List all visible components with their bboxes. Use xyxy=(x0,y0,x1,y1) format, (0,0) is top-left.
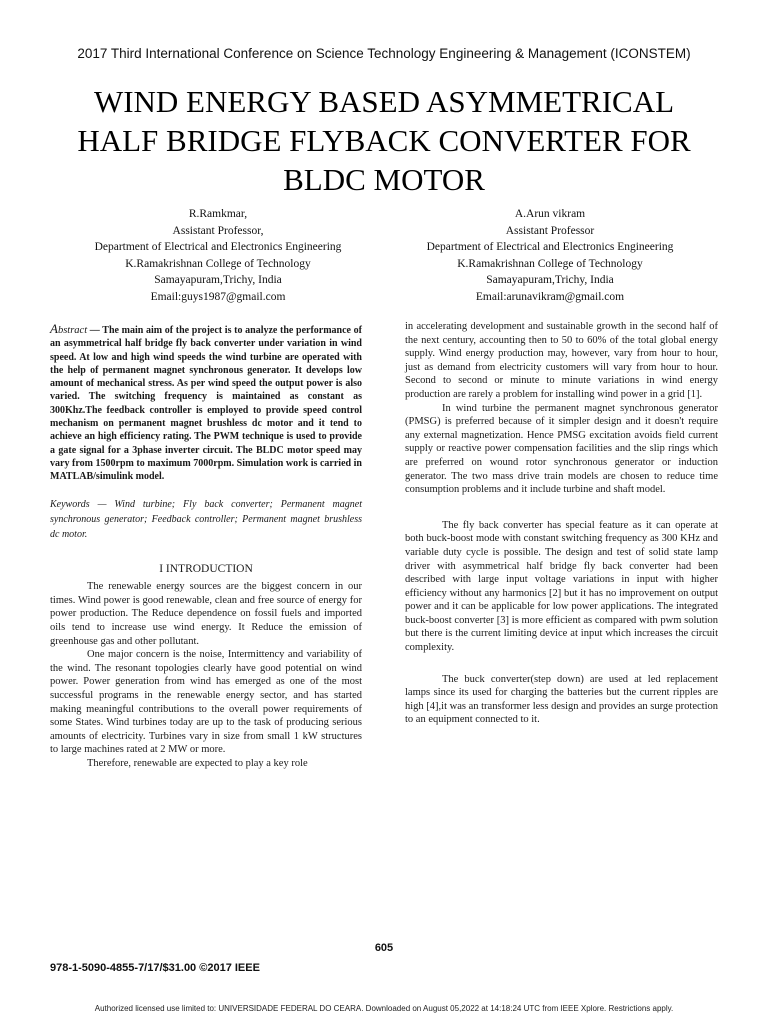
author-block-1 xyxy=(48,206,388,305)
author-department: Department of Electrical and Electronics Engineering xyxy=(426,241,674,253)
page-number: 605 xyxy=(374,942,394,954)
author-department: Department of Electrical and Electronics Engineering xyxy=(94,241,342,253)
author-college: K.Ramakrishnan College of Technology xyxy=(457,257,643,270)
author-name: A.Arun vikram xyxy=(514,208,586,220)
body-paragraph: The renewable energy sources are the biggest concern in our times. Wind power is good renewable, clean and free source of energy for power production. The Reduce dependence on fossil fuels and imported oils tend to increase use wind energy. It Reduce the emission of greenhouse gas and other pollutant. xyxy=(50,581,362,647)
body-paragraph: Therefore, renewable are expected to play a key role xyxy=(87,757,308,769)
author-college: K.Ramakrishnan College of Technology xyxy=(125,257,311,270)
section-heading: I INTRODUCTION xyxy=(159,562,253,575)
author-location: Samayapuram,Trichy, India xyxy=(486,274,614,286)
abstract-label: Abstract xyxy=(50,321,88,336)
license-notice: Authorized licensed use limited to: UNIVERSIDADE FEDERAL DO CEARA. Downloaded on August 05,2022 at 14:18:24 UTC from IEEE Xplore. Restrictions apply. xyxy=(94,1004,674,1013)
conference-header: 2017 Third International Conference on Science Technology Engineering & Management (ICONSTEM) xyxy=(77,46,691,61)
author-location: Samayapuram,Trichy, India xyxy=(154,274,282,286)
abstract: Abstract — The main aim of the project is to analyze the performance of an asymmetrical half bridge fly back converter under variation in wind speed. At low and high wind speeds the wind turbine are operated with the help of permanent magnet synchronous generator. It develops low amount of mechanical stress. As per wind speed the output power is also varied. The switching frequency is maintained as constant as 300Khz.The feedback controller is employed to provide speed control mechanism on permanent magnet brushless dc motor and it tend to achieve an high efficiency rating. The PWM technique is used to provide a gate signal for a 3phase inverter circuit. The BLDC motor speed may vary from 1500rpm to maximum 7000rpm. Simulation work is carried in MATLAB/simulink model. xyxy=(50,321,362,483)
body-paragraph: The buck converter(step down) are used at led replacement lamps since its used for charging the batteries but the current ripples are high [4],it was an transformer less design and provides an surge protection to an equipment connected to it. xyxy=(405,673,718,726)
body-paragraph: In wind turbine the permanent magnet synchronous generator (PMSG) is preferred because of it simpler design and it doesn't require any external magnetization. Hence PMSG excitation avoids field current supply or reactive power compensation facilities and the slip rings which are preferred on wound rotor synchronous generator or induction generator. The two mass drive train models are chosen to reduce time consumption problems and it include turbine and shaft model. xyxy=(405,402,718,496)
title-line: BLDC MOTOR xyxy=(283,162,485,197)
body-paragraph: in accelerating development and sustainable growth in the second half of the next century, accounting then to 50 to 60% of the total global energy supply. Wind energy production may, however, vary from hour to hour, just as demand from electricity customers will vary from hour to hour. Second to second or minute to minute variations in wind energy production are rarely a problem for installing wind power in a grid [1]. xyxy=(405,321,718,400)
body-paragraph: One major concern is the noise, Intermittency and variability of the wind. The resonant topologies clearly have good potential on wind power. Power generation from wind has emerged as one of the most successful programs in the renewable energy sector, and has started making meaningful contributions to the overall power requirements of some States. Wind turbines today are up to the task of producing serious amounts of electricity. Turbines vary in size from small 1 kW structures to large machines rated at 2 MW or more. xyxy=(50,649,362,756)
left-column xyxy=(50,322,362,770)
right-column xyxy=(405,320,718,727)
author-position: Assistant Professor, xyxy=(172,224,264,237)
title-line: HALF BRIDGE FLYBACK CONVERTER FOR xyxy=(77,123,691,158)
author-email: Email:arunavikram@gmail.com xyxy=(475,290,625,303)
keywords: Keywords — Wind turbine; Fly back converter; Permanent magnet synchronous generator; Feedback controller; Permanent magnet brushless dc motor. xyxy=(50,498,362,540)
author-block-2 xyxy=(380,206,720,305)
abstract-text: The main aim of the project is to analyze the performance of an asymmetrical half bridge fly back converter under variation in wind speed. At low and high wind speeds the wind turbine are operated with the help of permanent magnet synchronous generator. It develops low amount of mechanical stress. As per wind speed the output power is also varied. The switching frequency is maintained as constant as 300Khz.The feedback controller is employed to provide speed control mechanism on permanent magnet brushless dc motor and it tend to achieve an high efficiency rating. The PWM technique is used to provide a gate signal for a 3phase inverter circuit. The BLDC motor speed may vary from 1500rpm to maximum 7000rpm. Simulation work is carried in MATLAB/simulink model. xyxy=(50,325,362,483)
title-line: WIND ENERGY BASED ASYMMETRICAL xyxy=(93,84,675,119)
isbn-copyright: 978-1-5090-4855-7/17/$31.00 ©2017 IEEE xyxy=(50,962,260,974)
body-paragraph: The fly back converter has special feature as it can operate at both buck-boost mode with constant switching frequency as 300 KHz and variable duty cycle is possible. The design and test of solid state lamp driver with asymmetrical half bridge fly back converter had been described with large input voltage variations in input with higher efficiency without any harmonics [2] but it has no improvement on output power and it can be applicable for low power applications. The integrated buck-boost converter [3] is more efficient as compared with pwm solution but there is the current limiting device at input which increases the circuit complexity. xyxy=(405,519,718,654)
author-email: Email:guys1987@gmail.com xyxy=(150,290,286,303)
author-name: R.Ramkmar, xyxy=(188,208,248,220)
paper-title xyxy=(40,82,728,199)
author-position: Assistant Professor xyxy=(505,224,595,237)
